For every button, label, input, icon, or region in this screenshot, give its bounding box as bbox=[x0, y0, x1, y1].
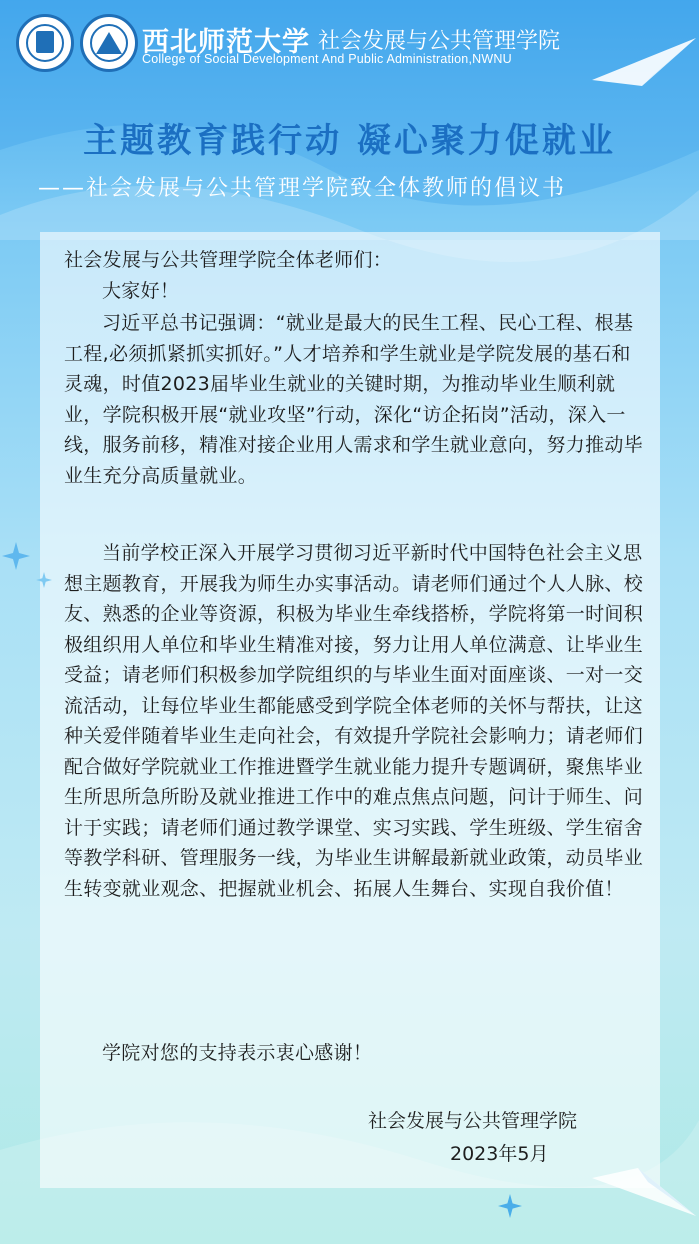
sparkle-star-icon bbox=[36, 572, 52, 588]
page-title: 主题教育践行动 凝心聚力促就业 bbox=[83, 121, 616, 161]
letter-greeting: 大家好！ bbox=[102, 280, 180, 302]
college-name-cn: 社会发展与公共管理学院 bbox=[318, 29, 561, 54]
paper-plane-icon bbox=[592, 1168, 696, 1220]
paper-plane-icon bbox=[592, 36, 696, 88]
sparkle-star-icon bbox=[2, 542, 30, 570]
signature-date: 2023年5月 bbox=[450, 1143, 549, 1165]
letter-paragraph-1: 习近平总书记强调：“就业是最大的民生工程、民心工程、根基工程,必须抓紧抓实抓好。”人才培养和学生就业是学院发展的基石和灵魂，时值2023届毕业生就业的关键时期，为推动毕业生顺利就业，学院积极开展“就业攻坚”行动，深化“访企拓岗”活动，深入一线，服务前移，精准对接企业用人需求和学生就业意向，努力推动毕业生充分高质量就业。 bbox=[64, 312, 644, 487]
page-subtitle: ——社会发展与公共管理学院致全体教师的倡议书 bbox=[38, 176, 567, 201]
letter-paragraph-2: 当前学校正深入开展学习贯彻习近平新时代中国特色社会主义思想主题教育，开展我为师生办实事活动。请老师们通过个人人脉、校友、熟悉的企业等资源，积极为毕业生牵线搭桥，学院将第一时间积极组织用人单位和毕业生精准对接，努力让用人单位满意、让毕业生受益；请老师们积极参加学院组织的与毕业生面对面座谈、一对一交流活动，让每位毕业生都能感受到学院全体老师的关怀与帮扶，让这种关爱伴随着毕业生走向社会，有效提升学院社会影响力；请老师们配合做好学院就业工作推进暨学生就业能力提升专题调研，聚焦毕业生所思所急所盼及就业推进工作中的难点焦点问题，问计于师生、问计于实践；请老师们通过教学课堂、实习实践、学生班级、学生宿舍等教学科研、管理服务一线，为毕业生讲解最新就业政策，动员毕业生转变就业观念、把握就业机会、拓展人生舞台、实现自我价值！ bbox=[64, 542, 644, 900]
college-name-en: College of Social Development And Public Administration,NWNU bbox=[142, 52, 512, 66]
letter-salutation: 社会发展与公共管理学院全体老师们： bbox=[64, 249, 393, 271]
signature-organization: 社会发展与公共管理学院 bbox=[368, 1110, 578, 1132]
letter-panel bbox=[40, 232, 660, 1188]
university-name: 西北师范大学 bbox=[142, 27, 310, 58]
college-emblem-icon bbox=[80, 14, 138, 72]
sparkle-star-icon bbox=[498, 1194, 522, 1218]
letter-closing: 学院对您的支持表示衷心感谢！ bbox=[102, 1042, 373, 1064]
university-seal-icon bbox=[16, 14, 74, 72]
